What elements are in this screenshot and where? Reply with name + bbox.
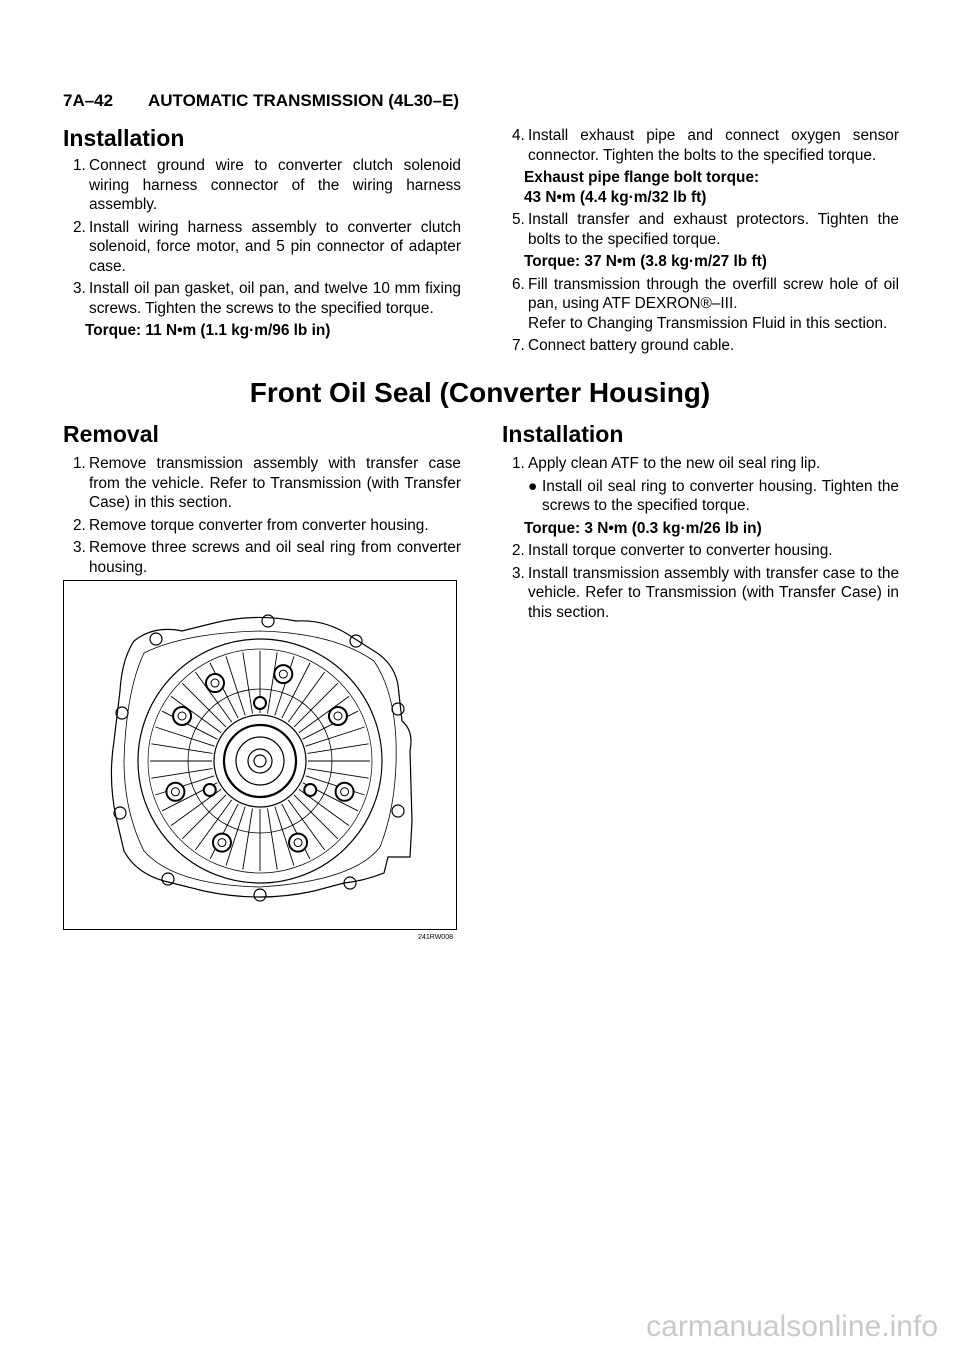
removal-heading: Removal	[63, 421, 159, 447]
list-item: 2. Remove torque converter from converter housing.	[73, 516, 429, 534]
bullet-icon: ●	[528, 477, 538, 495]
list-item: 2. Install torque converter to converter housing.	[512, 542, 833, 559]
section-title: Front Oil Seal (Converter Housing)	[249, 377, 711, 408]
list-item: 1. Remove transmission assembly with transfer case from the vehicle. Refer to Transmission (with Transfer Case) in this section.	[73, 455, 461, 511]
list-item: 3. Install transmission assembly with transfer case to the vehicle. Refer to Transmission (with Transfer Case) in this section.	[512, 564, 899, 621]
page-number: 7A–42	[63, 91, 114, 110]
figure-label: 241RW008	[418, 934, 453, 941]
removal-section	[63, 420, 461, 580]
list-item: 5. Install transfer and exhaust protectors. Tighten the bolts to the specified torque.	[512, 211, 899, 248]
torque-spec: Torque: 11 N•m (1.1 kg·m/96 lb in)	[85, 322, 331, 339]
list-item: 3. Remove three screws and oil seal ring from converter housing.	[73, 539, 461, 576]
torque-spec: Torque: 37 N•m (3.8 kg·m/27 lb ft)	[524, 253, 767, 270]
list-item: 3. Install oil pan gasket, oil pan, and twelve 10 mm fixing screws. Tighten the screws to the specified torque.	[73, 280, 461, 317]
list-item: 7. Connect battery ground cable.	[512, 337, 735, 354]
watermark[interactable]: carmanualsonline.info	[646, 1310, 938, 1343]
list-item: 1. Apply clean ATF to the new oil seal ring lip.	[512, 455, 821, 472]
installation-heading: Installation	[502, 421, 624, 447]
installation-top-left	[63, 124, 461, 344]
installation-top-right	[502, 126, 899, 359]
installation-bottom	[502, 420, 899, 625]
list-item: 1. Connect ground wire to converter clutch solenoid wiring harness connector of the wiring harness assembly.	[73, 157, 461, 213]
exhaust-torque-value: 43 N•m (4.4 kg·m/32 lb ft)	[524, 188, 707, 206]
list-item-note: Refer to Changing Transmission Fluid in this section.	[528, 314, 888, 332]
list-item: 6. Fill transmission through the overfill screw hole of oil pan, using ATF DEXRON®–III.	[512, 275, 899, 312]
exhaust-torque-label: Exhaust pipe flange bolt torque:	[524, 169, 760, 186]
page-header-title: AUTOMATIC TRANSMISSION (4L30–E)	[148, 91, 460, 110]
installation-heading: Installation	[63, 125, 185, 151]
list-item: 4. Install exhaust pipe and connect oxygen sensor connector. Tighten the bolts to the specified torque.	[512, 127, 899, 164]
converter-housing-figure	[63, 580, 457, 941]
converter-housing-illustration	[64, 581, 456, 929]
bullet-item: ● Install oil seal ring to converter housing. Tighten the screws to the specified torque.	[528, 477, 899, 514]
list-item: 2. Install wiring harness assembly to converter clutch solenoid, force motor, and 5 pin connector of adapter case.	[73, 218, 461, 275]
torque-spec: Torque: 3 N•m (0.3 kg·m/26 lb in)	[524, 519, 762, 537]
